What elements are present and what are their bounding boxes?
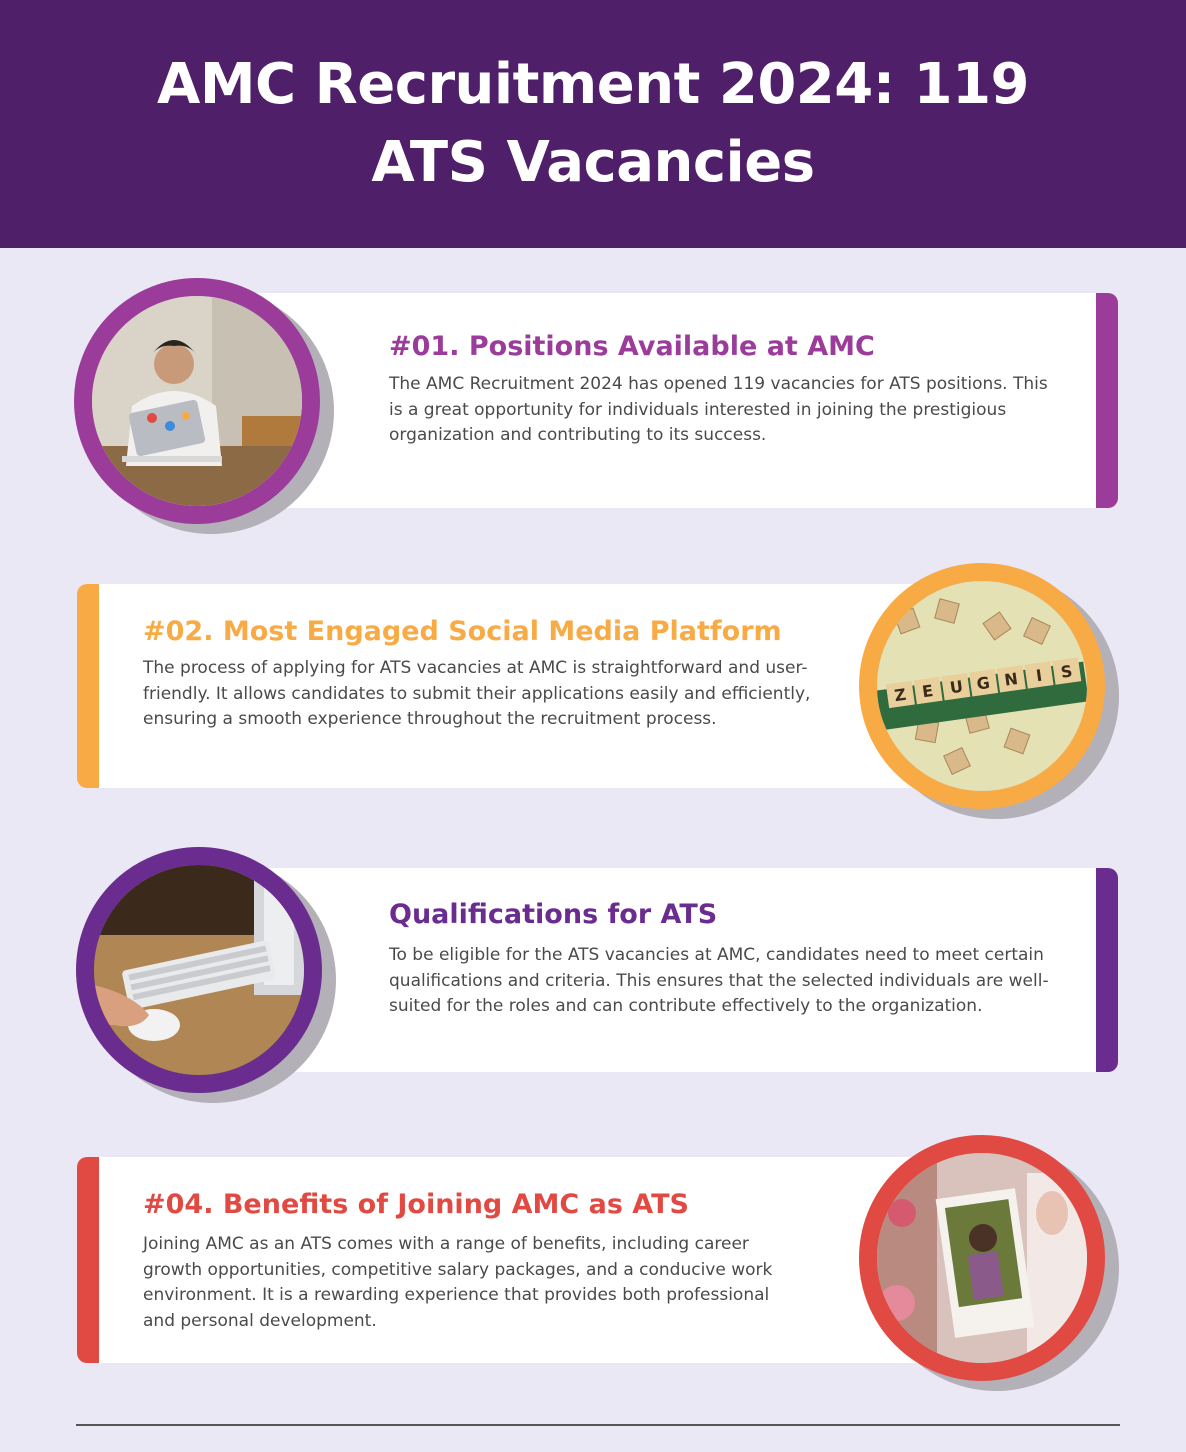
svg-text:U: U <box>948 676 965 698</box>
header-banner <box>0 0 1186 248</box>
card-positions <box>200 293 1118 508</box>
svg-text:S: S <box>1059 661 1074 682</box>
footer-divider <box>76 1424 1120 1426</box>
keyboard-mouse-photo <box>94 865 304 1075</box>
card-benefits <box>77 1157 957 1363</box>
card-photo-circle <box>74 278 336 540</box>
card-heading: #04. Benefits of Joining AMC as ATS <box>143 1189 689 1220</box>
card-heading: #01. Positions Available at AMC <box>389 331 875 362</box>
card-body: To be eligible for the ATS vacancies at AMC, candidates need to meet certain qualifications and criteria. This ensures that the selected individuals are well-suited for the roles and can contribute effectively to the organization. <box>389 945 1049 1016</box>
card-accent-bar <box>1096 293 1118 508</box>
card-accent-bar <box>77 584 99 788</box>
card-accent-bar <box>77 1157 99 1363</box>
card-photo-circle <box>859 1135 1121 1397</box>
card-accent-bar <box>1096 868 1118 1072</box>
stressed-man-laptop-photo <box>92 296 302 506</box>
svg-text:Z: Z <box>893 684 908 706</box>
svg-text:E: E <box>920 680 935 702</box>
card-heading: Qualifications for ATS <box>389 899 718 930</box>
card-photo-circle <box>76 847 338 1109</box>
scrabble-tiles-photo <box>877 581 1087 791</box>
card-body: The process of applying for ATS vacancies at AMC is straightforward and user-friendly. It allows candidates to submit their applications easily and efficiently, ensuring a smooth experience throughout the recruitment process. <box>143 658 811 729</box>
svg-text:I: I <box>1034 665 1044 686</box>
svg-text:G: G <box>975 672 992 694</box>
card-heading: #02. Most Engaged Social Media Platform <box>143 616 782 647</box>
card-photo-circle <box>859 563 1121 825</box>
photo-frame-display-photo <box>877 1153 1087 1363</box>
page-title: AMC Recruitment 2024: 119 ATS Vacancies <box>156 52 1029 195</box>
svg-text:N: N <box>1003 669 1020 690</box>
card-social-media <box>77 584 957 788</box>
card-body: Joining AMC as an ATS comes with a range of benefits, including career growth opportunities, competitive salary packages, and a conducive work environment. It is a rewarding experience that provides both professional and personal development. <box>143 1234 773 1331</box>
card-body: The AMC Recruitment 2024 has opened 119 vacancies for ATS positions. This is a great opportunity for individuals interested in joining the prestigious organization and contributing to its success. <box>389 374 1048 445</box>
